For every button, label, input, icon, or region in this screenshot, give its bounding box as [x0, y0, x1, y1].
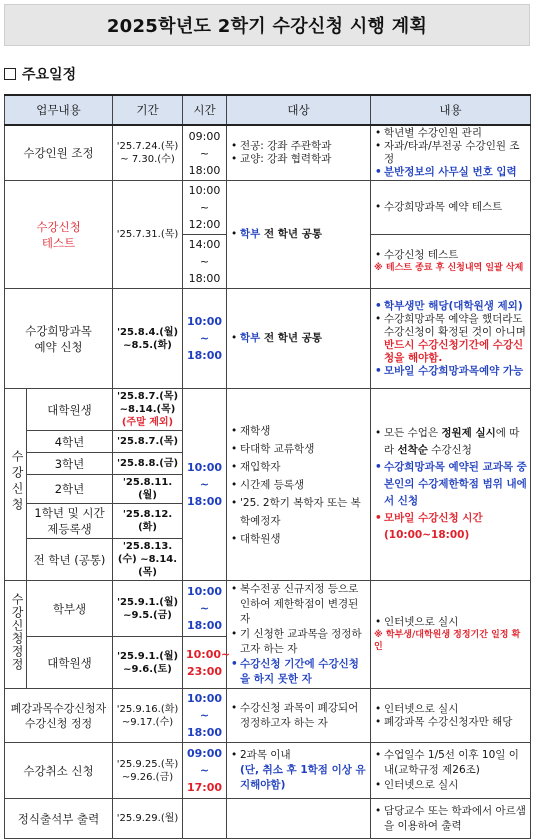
task-cell: 수강취소 신청	[5, 743, 113, 799]
time-cell: 09:00 ~ 18:00	[183, 125, 227, 181]
list-item: • 기 신청한 교과목을 정정하고자 하는 자	[240, 627, 367, 657]
sub-task-cell: 4학년	[27, 431, 113, 453]
list-item: • 수강신청 기간에 수강신청을 하지 못한 자	[240, 657, 367, 687]
list-item: • 2과목 이내 (단, 취소 후 1학점 이상 유지해야함)	[240, 748, 367, 793]
target-cell	[227, 181, 371, 289]
section-title: 주요일정	[22, 67, 77, 83]
note: ※ 테스트 종료 후 신청내역 일괄 삭제	[374, 263, 524, 273]
period-cell: '25.8.8.(금)	[113, 453, 183, 475]
list-item: • 담당교수 또는 학과에서 아르샘을 이용하여 출력	[384, 804, 527, 834]
list-item: • 인터넷으로 실시	[384, 616, 527, 629]
sub-task-cell: 2학년	[27, 475, 113, 504]
list-item: • 자과/타과/부전공 수강인원 조정	[384, 140, 527, 166]
list-item: • 전공: 강좌 주관학과	[240, 140, 367, 153]
target-cell	[227, 125, 371, 181]
content-cell	[371, 389, 531, 581]
content-cell	[371, 289, 531, 389]
time-cell: 10:00 ~ 18:00	[183, 581, 227, 637]
target-cell	[227, 743, 371, 799]
table-row	[5, 181, 531, 235]
group-label: 수강신청	[5, 389, 27, 581]
period-cell: '25.9.29.(월)	[113, 799, 183, 839]
header-target: 대상	[227, 95, 371, 125]
list-item: • 인터넷으로 실시	[384, 703, 527, 716]
task-cell: 수강인원 조정	[5, 125, 113, 181]
time-cell: 10:00 ~ 18:00	[183, 689, 227, 743]
page-title: 2025학년도 2학기 수강신청 시행 계획	[4, 4, 530, 46]
task-line: 수강신청	[36, 219, 81, 234]
target-cell	[227, 689, 371, 743]
content-cell	[371, 581, 531, 689]
list-item: • 모든 수업은 정원제 실시에 따라 선착순 수강신청	[384, 425, 527, 459]
section-heading	[4, 64, 76, 84]
header-period: 기간	[113, 95, 183, 125]
time-cell: 10:00 ~ 18:00	[183, 389, 227, 581]
sub-task-cell: 대학원생	[27, 637, 113, 689]
content-cell	[371, 743, 531, 799]
content-cell	[371, 125, 531, 181]
list-item: • 복수전공 신규지정 등으로 인하여 제한학점이 변경된 자	[240, 582, 367, 627]
table-row	[5, 125, 531, 181]
period-cell: '25.9.1.(월) ~9.5.(금)	[113, 581, 183, 637]
header-time: 시간	[183, 95, 227, 125]
sub-task-cell: 학부생	[27, 581, 113, 637]
table-row	[5, 389, 531, 431]
list-item: • 학부생만 해당(대학원생 제외)	[384, 300, 527, 313]
list-item: • 수강신청 과목이 폐강되어 정정하고자 하는 자	[240, 701, 367, 731]
header-content: 내용	[371, 95, 531, 125]
period-cell: '25.8.7.(목) ~8.14.(목) (주말 제외)	[113, 389, 183, 431]
list-item: • 교양: 강좌 협력학과	[240, 153, 367, 166]
list-item: • 수강희망과목 예약된 교과목 중 본인의 수강제한학점 범위 내에서 신청	[384, 459, 527, 510]
period-cell: '25.8.12.(화)	[113, 504, 183, 539]
list-item: • 시간제 등록생	[240, 476, 367, 494]
content-cell	[371, 799, 531, 839]
sub-task-cell: 3학년	[27, 453, 113, 475]
table-header-row	[5, 95, 531, 125]
list-item: • 학년별 수강인원 관리	[384, 127, 527, 140]
period-cell: '25.8.11.(월)	[113, 475, 183, 504]
task-cell	[5, 181, 113, 289]
list-item: • 모바일 수강희망과목예약 가능	[384, 365, 527, 378]
period-cell: '25.9.16.(화) ~9.17.(수)	[113, 689, 183, 743]
period-cell: '25.8.13.(수) ~8.14.(목)	[113, 539, 183, 581]
time-cell: 14:00 ~ 18:00	[183, 235, 227, 289]
task-line: 테스트	[41, 235, 76, 250]
table-row	[5, 289, 531, 389]
content-cell	[371, 235, 531, 289]
list-item: • 재학생	[240, 422, 367, 440]
time-cell: 10:00 ~ 18:00	[183, 289, 227, 389]
task-line: 예약 신청	[34, 339, 83, 354]
schedule-table	[4, 94, 531, 839]
sub-task-cell: 전 학년 (공통)	[27, 539, 113, 581]
time-cell: 10:00 ~ 12:00	[183, 181, 227, 235]
period-cell: '25.9.25.(목) ~9.26.(금)	[113, 743, 183, 799]
list-item: • 수강신청 테스트	[384, 249, 527, 262]
period-cell: '25.9.1.(월) ~9.6.(토)	[113, 637, 183, 689]
table-row	[5, 689, 531, 743]
table-row	[5, 743, 531, 799]
table-row	[5, 581, 531, 637]
list-item: • 수강희망과목 예약을 했더라도 수강신청이 확정된 것이 아니며 반드시 수강신청기간에 수강신청을 해야함.	[384, 313, 527, 365]
list-item: • 분반정보의 사무실 번호 입력	[384, 166, 527, 179]
list-item: • 수업일수 1/5선 이후 10일 이내(교학규정 제26조)	[384, 748, 527, 778]
list-item: • 모바일 수강신청 시간 (10:00~18:00)	[384, 510, 527, 544]
target-cell	[227, 581, 371, 689]
list-item: • 재입학자	[240, 458, 367, 476]
target-cell	[227, 799, 371, 839]
target-cell	[227, 389, 371, 581]
content-cell	[371, 689, 531, 743]
period-cell: '25.8.4.(월) ~8.5.(화)	[113, 289, 183, 389]
period-cell: '25.7.31.(목)	[113, 181, 183, 289]
list-item: • 인터넷으로 실시	[384, 778, 527, 793]
task-cell	[5, 289, 113, 389]
sub-task-cell: 대학원생	[27, 389, 113, 431]
content-cell	[371, 181, 531, 235]
table-row	[5, 799, 531, 839]
task-cell: 폐강과목수강신청자 수강신청 정정	[5, 689, 113, 743]
list-item: • 학부 전 학년 공통	[240, 332, 367, 345]
checkbox-square-icon	[4, 68, 16, 80]
time-cell: 10:00~ 23:00	[183, 637, 227, 689]
list-item: • 수강희망과목 예약 테스트	[384, 201, 527, 214]
list-item: • '25. 2학기 복학자 또는 복학예정자	[240, 494, 367, 530]
task-line: 수강희망과목	[25, 323, 92, 338]
period-cell: '25.7.24.(목) ~ 7.30.(수)	[113, 125, 183, 181]
list-item: • 학부 전 학년 공통	[240, 228, 367, 241]
target-cell	[227, 289, 371, 389]
time-cell	[183, 799, 227, 839]
sub-task-cell: 1학년 및 시간제등록생	[27, 504, 113, 539]
period-cell: '25.8.7.(목)	[113, 431, 183, 453]
note: ※ 학부생/대학원생 정정기간 일정 확인	[374, 630, 521, 652]
list-item: • 폐강과목 수강신청자만 해당	[384, 716, 527, 729]
list-item: • 타대학 교류학생	[240, 440, 367, 458]
time-cell: 09:00 ~ 17:00	[183, 743, 227, 799]
group-label: 수강신청정정	[5, 581, 27, 689]
task-cell: 정식출석부 출력	[5, 799, 113, 839]
list-item: • 대학원생	[240, 530, 367, 548]
header-task: 업무내용	[5, 95, 113, 125]
